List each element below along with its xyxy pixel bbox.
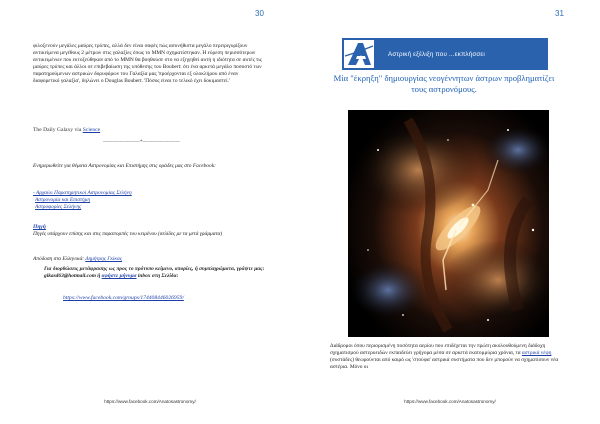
facebook-intro: Ενημερωθείτε για θέματα Αστρονομίας και Επιστήμης στις ομάδες μας στο Facebook: xyxy=(33,163,216,169)
photo-caption xyxy=(330,343,564,371)
article-headline: Μία "έκρηξη" δημιουργίας νεογέννητων άστρων προβληματίζει τους αστρονόμους. xyxy=(333,73,555,94)
translator-link[interactable]: Δημήτρης Γκίκας xyxy=(85,256,123,262)
source-line xyxy=(33,127,100,133)
page-number-left: 30 xyxy=(255,9,264,18)
facebook-group-url[interactable]: https://www.facebook.com/groups/174408446026959/ xyxy=(63,295,184,301)
right-page xyxy=(300,0,600,424)
nebula-photo xyxy=(348,110,549,337)
attribution-prefix: Απόδοση στα Ελληνικά: xyxy=(33,256,86,262)
facebook-group-list xyxy=(33,190,132,211)
fb-group-link-3[interactable]: Αστροφορίες Σελήνης xyxy=(35,204,82,210)
footer-right: https://www.facebook.com/Anatosastronomy/ xyxy=(404,399,496,404)
caption-link[interactable]: αστρικά νέφη xyxy=(521,349,552,356)
separator: ———————*——————— xyxy=(103,140,180,145)
banner-title: Αστρική εξέλιξη που ...εκπλήσσει xyxy=(388,51,485,58)
fb-group-link-1[interactable]: - Αρχαίοι Παρατηρητικοί Αστρονομίας Σελήνη xyxy=(33,190,132,196)
logo xyxy=(344,40,374,68)
contact-suffix: inbox στη Σελίδα: xyxy=(136,273,179,280)
source-link[interactable]: Science xyxy=(82,127,101,133)
section-banner xyxy=(342,38,548,70)
caption-text-1: Διάδρομοι όπου περιορισμένη ποσότητα αερίου που επιδέχεται την πρώτη ακολουθούμενη διάδοχη σχηματισμού αστεροειδών εκπαιδεύει γρήγορα μέσα σε αρκετά εκατομμύρια χρόνια, τα xyxy=(330,343,546,356)
sources-note: Πηγές υπάρχουν επίσης και στις παραπομπές του κειμένου (σελίδες με τα μετά γράμματα) xyxy=(33,231,223,237)
contact-text: Για διορθώσεις μετάφρασης ως προς το πρότυπο κείμενο, απορίες, ή συμπληρώματα, γράψτε μας: gikasd63@hotmail.com ή xyxy=(44,266,265,280)
message-link[interactable]: αφήστε μήνυμα xyxy=(101,273,137,280)
source-title-link[interactable]: Πηγή xyxy=(33,224,46,230)
astronomy-logo-icon xyxy=(344,40,374,68)
attribution xyxy=(33,256,273,263)
nebula-image xyxy=(348,110,549,337)
caption-text-2: (συστάδες) θεωρούνται από καιρό ως 'στούφα' αστρικά συστήματα που δεν μπορούν να σχηματίσουν νέα αστέρια. Μόνο οι xyxy=(330,356,559,370)
source-prefix: The Daily Galaxy via xyxy=(33,127,83,133)
article-paragraph: φιλοξενούν μεγάλες μαύρες τρύπες, αλλά δεν είναι σαφές πώς ασυνήθιστα μεγάλο περιτριγυρίζουν αντικείμενα μεγέθους 2 μέτρων στις γαλαξίες όπως το MMN σχηματίστηκαν. Η εύρεση περισσότερων αντικειμένων που εκτοξεύθηκαν από το MMN θα βοηθούσε στο να εξηγηθεί αυτή η ιδιότητα σε αυτές τις μαύρες τρύπες και άλλοι σε επιβεβαίωση της υπόθεσης του Boubert: ότι ένα αρκετά μεγάλο ποσοστό των παρατηρούμενων αστρικών δορυφόρων του Γαλαξία μας 'προέρχονται εξ ολοκλήρου από έναν διαφορετικό γαλαξία', δηλώνει ο Douglas Boubert. 'Πόσος είναι το τελικό έχει δοκιμαστεί.' xyxy=(33,43,262,84)
footer-left: https://www.facebook.com/Anatosastronomy/ xyxy=(104,399,196,404)
page-number-right: 31 xyxy=(555,9,564,18)
contact-paragraph xyxy=(44,266,279,280)
fb-group-link-2[interactable]: Αστρονομία και Επιστήμη xyxy=(35,197,91,203)
